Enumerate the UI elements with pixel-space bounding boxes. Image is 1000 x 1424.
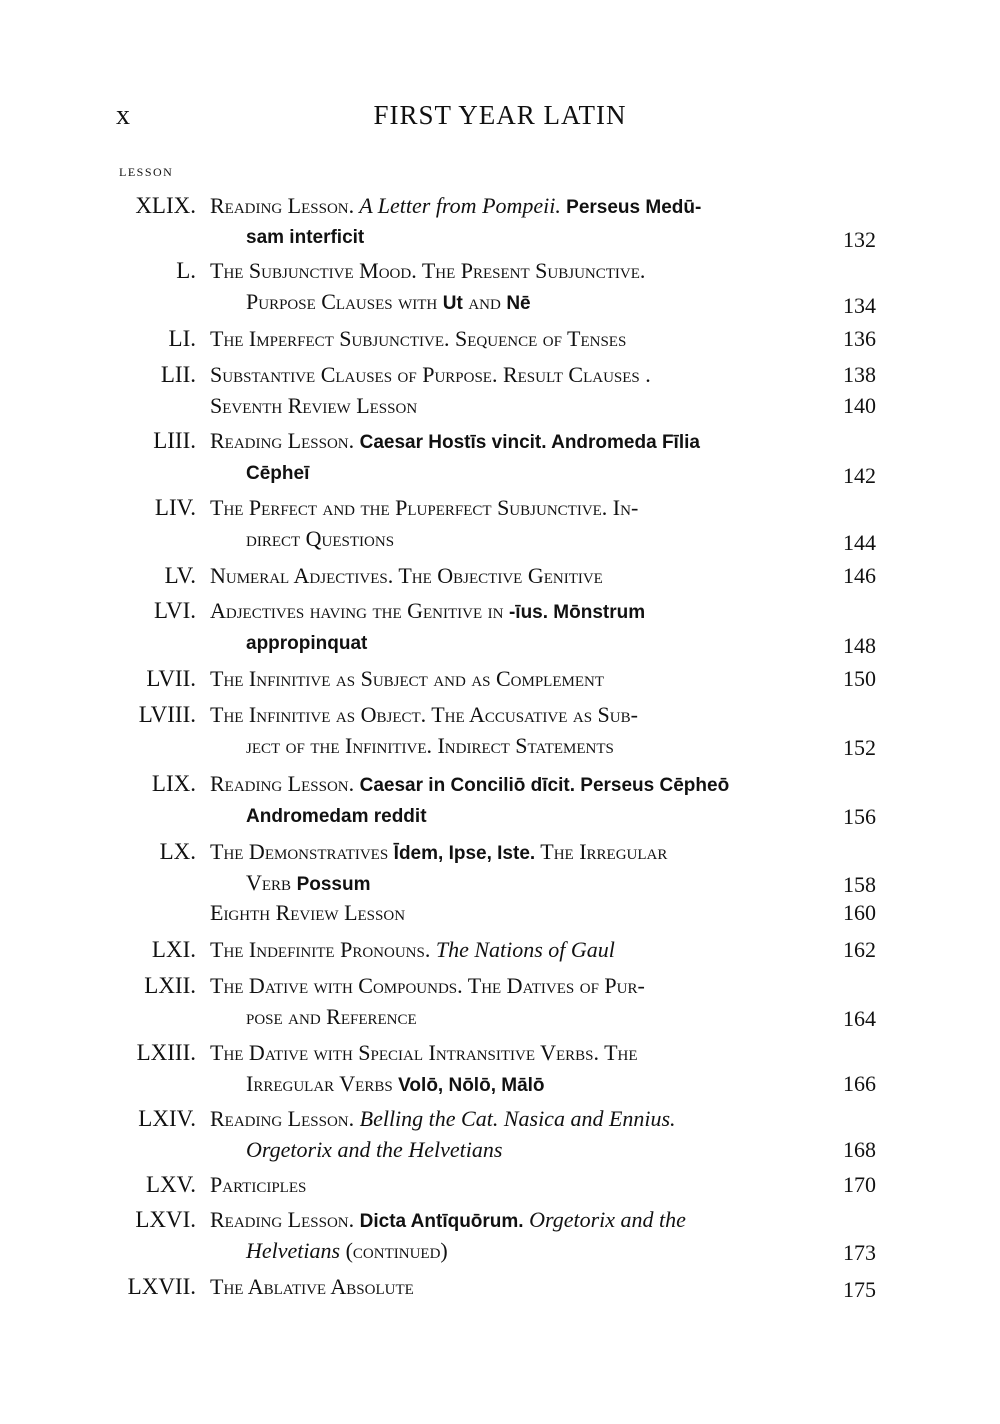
- entry-text: ject of the Infinitive. Indirect Statements: [246, 733, 614, 758]
- entry-text: Reading Lesson.: [210, 428, 360, 453]
- entry-text: and: [462, 289, 507, 314]
- entry-text: The Nations of Gaul: [435, 937, 615, 962]
- entry-line: [210, 326, 626, 352]
- entry-text: appropinquat: [246, 633, 368, 654]
- entry-text: A Letter from Pompeii.: [354, 193, 561, 218]
- page-ref: 168: [843, 1137, 876, 1162]
- entry-line: [246, 289, 531, 315]
- lesson-number: XLIX.: [135, 193, 196, 218]
- entry-text: The Ablative Absolute: [210, 1274, 414, 1299]
- entry-text: -īus.: [508, 602, 549, 623]
- entry-line: [246, 1137, 502, 1163]
- entry-text: Ut: [442, 293, 463, 314]
- entry-line: [210, 973, 645, 999]
- entry-line: [210, 771, 729, 797]
- lesson-number: LXVII.: [127, 1274, 196, 1299]
- entry-text: The Imperfect Subjunctive. Sequence of Tenses: [210, 326, 627, 351]
- lesson-number: LIV.: [154, 495, 196, 520]
- lesson-number: LXIV.: [138, 1106, 196, 1131]
- entry-line: [210, 428, 700, 454]
- entry-line: [246, 802, 427, 828]
- page-ref: 170: [843, 1172, 876, 1197]
- page-ref: 138: [843, 362, 876, 387]
- page-ref: 134: [843, 293, 876, 318]
- lesson-number: LX.: [159, 839, 196, 864]
- lesson-number: LIII.: [153, 428, 196, 453]
- entry-text: Numeral Adjectives. The Objective Genitive: [210, 563, 603, 588]
- entry-text: Irregular Verbs: [246, 1071, 399, 1096]
- entry-text: Perseus Medū-: [560, 197, 702, 218]
- entry-text: The Demonstratives: [210, 839, 394, 864]
- lesson-number: LVII.: [146, 666, 196, 691]
- entry-text: Orgetorix and the: [523, 1207, 686, 1232]
- page-ref: 142: [843, 463, 876, 488]
- entry-line: [210, 839, 667, 865]
- page-ref: 150: [843, 666, 876, 691]
- page-ref: 132: [843, 227, 876, 252]
- entry-line: [210, 362, 651, 388]
- entry-text: Caesar Hostīs vincit. Andromeda Fīlia: [359, 432, 700, 453]
- entry-text: The Perfect and the Pluperfect Subjunctive. In-: [210, 495, 639, 520]
- lesson-column-label: LESSON: [119, 165, 174, 179]
- entry-line: [246, 1004, 417, 1030]
- lesson-number: L.: [176, 258, 196, 283]
- page-ref: 160: [843, 900, 876, 925]
- entry-text: Dicta Antīquōrum.: [359, 1211, 524, 1232]
- entry-text: Helvetians: [246, 1238, 341, 1263]
- lesson-number: LXI.: [151, 937, 196, 962]
- lesson-number: LI.: [168, 326, 196, 351]
- entry-line: [210, 1207, 686, 1233]
- entry-line: [210, 702, 638, 728]
- entry-line: [210, 937, 615, 963]
- page-ref: 144: [843, 530, 876, 555]
- lesson-number: LV.: [164, 563, 196, 588]
- entry-text: The Irregular: [535, 839, 668, 864]
- lesson-number: LVI.: [154, 598, 196, 623]
- entry-text: The Infinitive as Subject and as Complement: [210, 666, 605, 691]
- page-ref: 158: [843, 872, 876, 897]
- entry-text: Īdem, Ipse, Iste.: [393, 843, 536, 864]
- entry-line: [210, 1040, 638, 1066]
- entry-text: Nē: [506, 293, 531, 314]
- entry-line: [210, 666, 604, 692]
- entry-text: Reading Lesson.: [210, 193, 355, 218]
- page-number: x: [116, 100, 130, 131]
- lesson-number: LII.: [160, 362, 196, 387]
- entry-text: Mōnstrum: [548, 602, 646, 623]
- entry-text: The Dative with Compounds. The Datives of Pur-: [210, 973, 645, 998]
- entry-line: [210, 193, 701, 219]
- page-ref: 162: [843, 937, 876, 962]
- entry-text: Reading Lesson.: [210, 1207, 360, 1232]
- page-ref: 136: [843, 326, 876, 351]
- entry-line: [246, 223, 364, 249]
- entry-text: Verb: [246, 870, 297, 895]
- entry-line: [246, 1071, 545, 1097]
- entry-line: [246, 459, 309, 485]
- entry-text: pose and Reference: [246, 1004, 417, 1029]
- page-ref: 175: [843, 1277, 876, 1302]
- entry-line: [210, 258, 645, 284]
- page-ref: 173: [843, 1240, 876, 1265]
- page-ref: 148: [843, 633, 876, 658]
- entry-text: sam interficit: [246, 227, 365, 248]
- lesson-number: LXV.: [145, 1172, 196, 1197]
- entry-text: The Dative with Special Intransitive Verbs. The: [210, 1040, 638, 1065]
- entry-text: Andromedam reddit: [246, 806, 427, 827]
- entry-line: [246, 733, 614, 759]
- entry-text: The Subjunctive Mood. The Present Subjunctive.: [210, 258, 646, 283]
- entry-text: direct Questions: [246, 526, 395, 551]
- entry-text: (continued): [340, 1238, 448, 1263]
- entry-line: [246, 1238, 448, 1264]
- entry-line: [210, 598, 645, 624]
- lesson-number: LXII.: [144, 973, 196, 998]
- entry-text: Orgetorix and the Helvetians: [246, 1137, 503, 1162]
- entry-text: Purpose Clauses with: [246, 289, 443, 314]
- lesson-number: LXVI.: [135, 1207, 196, 1232]
- running-title: FIRST YEAR LATIN: [373, 100, 627, 130]
- entry-text: Possum: [296, 874, 371, 895]
- entry-text: Reading Lesson.: [210, 1106, 360, 1131]
- entry-line: [210, 495, 638, 521]
- entry-line: [210, 1106, 676, 1132]
- entry-text: The Indefinite Pronouns.: [210, 937, 436, 962]
- entry-text: Substantive Clauses of Purpose. Result Clauses .: [210, 362, 651, 387]
- entry-line: [210, 1172, 306, 1198]
- entry-line: [210, 900, 405, 926]
- entry-line: [246, 870, 370, 896]
- lesson-number: LIX.: [151, 771, 196, 796]
- entry-text: Seventh Review Lesson: [210, 393, 418, 418]
- entry-text: Volō, Nōlō, Mālō: [398, 1075, 545, 1096]
- page-ref: 156: [843, 804, 876, 829]
- entry-text: The Infinitive as Object. The Accusative as Sub-: [210, 702, 638, 727]
- lesson-number: LXIII.: [136, 1040, 196, 1065]
- entry-text: Reading Lesson.: [210, 771, 360, 796]
- page-ref: 166: [843, 1071, 876, 1096]
- entry-text: Caesar in Conciliō dīcit. Perseus Cēpheō: [359, 775, 730, 796]
- entry-text: Cēpheī: [246, 463, 310, 484]
- entry-line: [210, 563, 603, 589]
- entry-line: [246, 526, 394, 552]
- entry-text: Adjectives having the Genitive in: [210, 598, 509, 623]
- page-ref: 152: [843, 735, 876, 760]
- page-ref: 164: [843, 1006, 876, 1031]
- entry-line: [210, 393, 417, 419]
- lesson-number: LVIII.: [138, 702, 196, 727]
- entry-text: Belling the Cat. Nasica and Ennius.: [359, 1106, 676, 1131]
- entry-line: [210, 1274, 414, 1300]
- entry-line: [246, 629, 367, 655]
- entry-text: Participles: [210, 1172, 307, 1197]
- entry-text: Eighth Review Lesson: [210, 900, 406, 925]
- page-ref: 146: [843, 563, 876, 588]
- page-ref: 140: [843, 393, 876, 418]
